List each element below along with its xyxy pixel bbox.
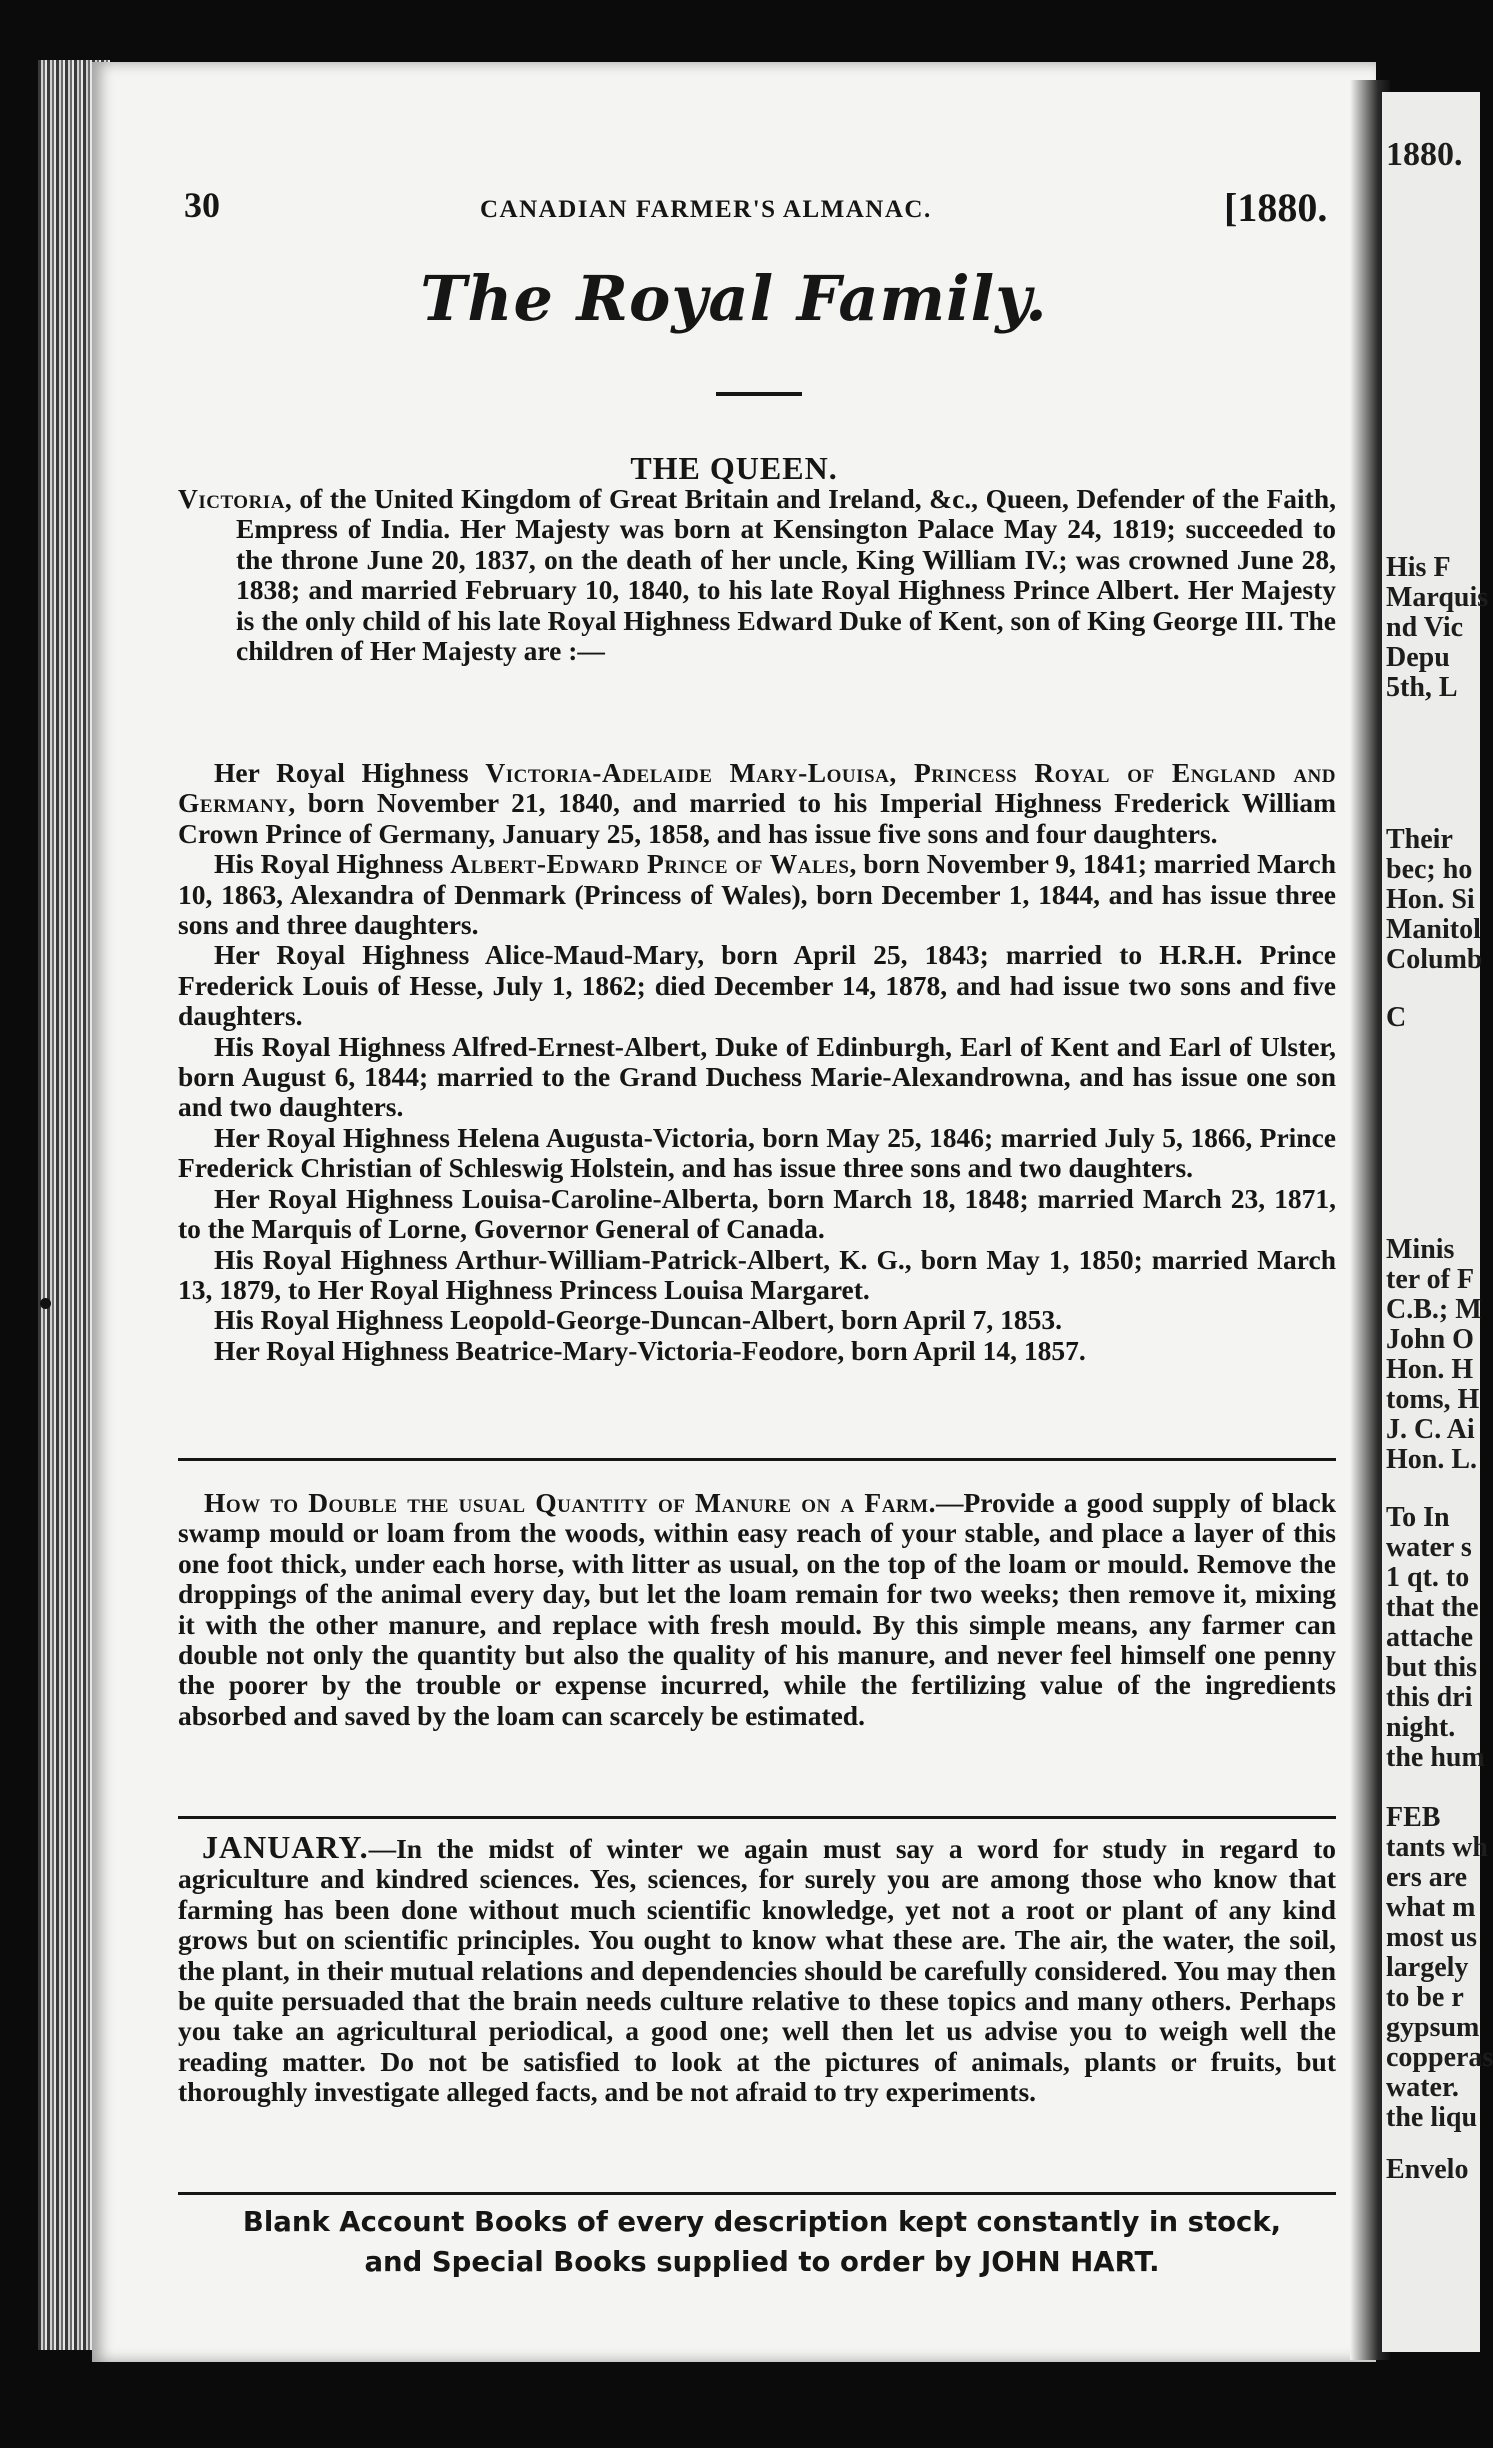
- adjacent-page-fragment: what m: [1386, 1892, 1476, 1923]
- child-entry: [178, 1032, 1336, 1123]
- adjacent-page-fragment: bec; ho: [1386, 854, 1473, 885]
- child-entry: [178, 1336, 1336, 1366]
- adjacent-page-fragment: water.: [1386, 2072, 1459, 2103]
- adjacent-page-fragment: Marquis: [1386, 582, 1489, 613]
- adjacent-page-fragment: Hon. H: [1386, 1354, 1474, 1385]
- child-text: His Royal Highness Arthur-William-Patrick-Albert, K. G., born May 1, 1850; married March 13, 1879, to Her Royal Highness Princess Louisa Margaret.: [178, 1243, 1336, 1305]
- january-heading: JANUARY.: [202, 1829, 369, 1865]
- adjacent-page-fragment: attache: [1386, 1622, 1474, 1653]
- adjacent-page-fragment: to be r: [1386, 1982, 1464, 2013]
- almanac-page: [92, 62, 1376, 2362]
- child-title: Albert-Edward Prince of Wales: [450, 848, 850, 880]
- manure-article: [178, 1488, 1336, 1731]
- child-entry: [178, 1184, 1336, 1245]
- adjacent-page-fragment: C.B.; M: [1386, 1294, 1482, 1325]
- adjacent-page-year: 1880.: [1386, 136, 1463, 173]
- adjacent-page-fragment: Envelo: [1386, 2154, 1469, 2185]
- adjacent-page-fragment: toms, H: [1386, 1384, 1480, 1415]
- running-title: CANADIAN FARMER'S ALMANAC.: [480, 196, 932, 223]
- adjacent-page-fragment: Hon. L.: [1386, 1444, 1478, 1475]
- child-text: Her Royal Highness: [214, 757, 486, 788]
- adjacent-page-fragment: J. C. Ai: [1386, 1414, 1475, 1445]
- child-entry: [178, 940, 1336, 1031]
- manure-text: —Provide a good supply of black swamp mould or loam from the woods, within easy reach of your stable, and place a layer of this one foot thick, under each horse, with litter as usual, on the top of the loam or mould. Remove the droppings of the animal every day, but let the loam remain for two weeks; then remove it, mixing it with the other manure, and replace with fresh mould. By this simple means, any farmer can double not only the quantity but also the quality of his manure, and never feel himself one penny the poorer by the trouble or expense incurred, while the fertilizing value of the ingredients absorbed and saved by the loam can scarcely be estimated.: [178, 1487, 1336, 1731]
- adjacent-page-fragment: ers are: [1386, 1862, 1468, 1893]
- child-title: Victoria-Adelaide Mary-Louisa, Princess Royal of England and Germany: [178, 757, 1336, 819]
- margin-bullet: [40, 1298, 51, 1309]
- adjacent-page-fragment: To In: [1386, 1502, 1450, 1533]
- adjacent-page-fragment: 1 qt. to: [1386, 1562, 1470, 1593]
- adjacent-page-fragment: the hum: [1386, 1742, 1485, 1773]
- adjacent-page-fragment: nd Vic: [1386, 612, 1464, 643]
- child-text: , born November 9, 1841; married March 10, 1863, Alexandra of Denmark (Princess of Wales), born December 1, 1844, and has issue three sons and three daughters.: [178, 848, 1336, 941]
- child-text: His Royal Highness Alfred-Ernest-Albert, Duke of Edinburgh, Earl of Kent and Earl of Ulster, born August 6, 1844; married to the Grand Duchess Marie-Alexandrowna, and has issue one son and two daughters.: [178, 1030, 1336, 1123]
- adjacent-page-fragment: most us: [1386, 1922, 1478, 1953]
- year-label: [1880.: [1224, 185, 1328, 230]
- manure-heading: How to Double the usual Quantity of Manure on a Farm.: [204, 1487, 936, 1518]
- adjacent-page-fragment: Columb: [1386, 944, 1483, 975]
- adjacent-page-fragment: night.: [1386, 1712, 1456, 1743]
- page-number: 30: [184, 185, 220, 225]
- child-entry: [178, 849, 1336, 940]
- adjacent-page-fragment: largely: [1386, 1952, 1469, 1983]
- child-text: , born November 21, 1840, and married to his Imperial Highness Frederick William Crown Prince of Germany, January 25, 1858, and has issue five sons and four daughters.: [178, 787, 1336, 849]
- adjacent-page-fragment: C: [1386, 1002, 1407, 1033]
- children-list: [178, 758, 1336, 1366]
- advert-line-2: and Special Books supplied to order by JOHN HART.: [364, 2246, 1160, 2278]
- queen-name: Victoria: [178, 483, 285, 514]
- page-title: The Royal Family.: [420, 262, 1048, 335]
- adjacent-page-fragment: water s: [1386, 1532, 1472, 1563]
- child-text: Her Royal Highness Beatrice-Mary-Victoria-Feodore, born April 14, 1857.: [214, 1334, 1086, 1366]
- adjacent-page-fragment: the liqu: [1386, 2102, 1478, 2133]
- adjacent-page-fragment: ter of F: [1386, 1264, 1475, 1295]
- adjacent-page-fragment: Manitol: [1386, 914, 1481, 945]
- january-text: —In the midst of winter we again must say a word for study in regard to agriculture and kindred sciences. Yes, sciences, for surely you are among those who know that farming has been done without much scientific knowledge, yet not a root or plant of any kind grows but on scientific principles. You ought to know what these are. The air, the water, the soil, the plant, in their mutual relations and dependencies should be carefully considered. You may then be quite persuaded that the brain needs culture relative to these topics and many others. Perhaps you take an agricultural periodical, a good one; well then let us advise you to weigh well the reading matter. Do not be satisfied to look at the pictures of animals, plants or fruits, but thoroughly investigate alleged facts, and be not afraid to try experiments.: [178, 1833, 1336, 2108]
- child-entry: [178, 1245, 1336, 1306]
- adjacent-page-fragment: gypsum: [1386, 2012, 1480, 2043]
- adjacent-page-fragment: FEB: [1386, 1802, 1441, 1833]
- child-entry: [178, 1305, 1336, 1335]
- adjacent-page-fragment: His F: [1386, 552, 1451, 583]
- section-divider: [178, 2192, 1336, 2195]
- adjacent-page-fragment: Hon. Si: [1386, 884, 1475, 915]
- child-text: His Royal Highness Leopold-George-Duncan-Albert, born April 7, 1853.: [214, 1304, 1062, 1336]
- adjacent-page-fragment: Minis: [1386, 1234, 1455, 1265]
- advertisement: [172, 2202, 1352, 2282]
- advert-line-1: Blank Account Books of every description kept constantly in stock,: [242, 2206, 1282, 2238]
- adjacent-page-fragment: copperas: [1386, 2042, 1493, 2073]
- adjacent-page-fragment: but this: [1386, 1652, 1478, 1683]
- child-text: Her Royal Highness Helena Augusta-Victoria, born May 25, 1846; married July 5, 1866, Prince Frederick Christian of Schleswig Holstein, and has issue three sons and two daughters.: [178, 1121, 1336, 1184]
- queen-paragraph: [178, 484, 1336, 666]
- adjacent-page-fragment: Depu: [1386, 642, 1450, 673]
- child-text: His Royal Highness: [214, 848, 451, 880]
- adjacent-page-fragment: John O: [1386, 1324, 1474, 1355]
- adjacent-page-fragment: 5th, L: [1386, 672, 1458, 703]
- adjacent-page: [1382, 92, 1493, 2352]
- section-heading: THE QUEEN.: [630, 450, 838, 486]
- queen-text: , of the United Kingdom of Great Britain and Ireland, &c., Queen, Defender of the Faith, Empress of India. Her Majesty was born at Kensington Palace May 24, 1819; succeeded to the throne June 20, 1837, on the death of her uncle, King William IV.; was crowned June 28, 1838; and married February 10, 1840, to his late Royal Highness Prince Albert. Her Majesty is the only child of his late Royal Highness Edward Duke of Kent, son of King George III. The children of Her Majesty are :—: [236, 483, 1336, 667]
- adjacent-page-fragment: tants wh: [1386, 1832, 1488, 1863]
- title-rule: [716, 392, 802, 396]
- section-divider: [178, 1816, 1336, 1819]
- child-entry: [178, 758, 1336, 849]
- child-text: Her Royal Highness Louisa-Caroline-Alberta, born March 18, 1848; married March 23, 1871, to the Marquis of Lorne, Governor General of Canada.: [178, 1182, 1336, 1245]
- section-divider: [178, 1458, 1336, 1461]
- january-article: [178, 1829, 1336, 2108]
- adjacent-page-fragment: this dri: [1386, 1682, 1473, 1713]
- adjacent-page-fragment: that the: [1386, 1592, 1479, 1623]
- child-text: Her Royal Highness Alice-Maud-Mary, born April 25, 1843; married to H.R.H. Prince Frederick Louis of Hesse, July 1, 1862; died December 14, 1878, and had issue two sons and five daughters.: [178, 939, 1336, 1032]
- child-entry: [178, 1123, 1336, 1184]
- adjacent-page-fragment: Their: [1386, 824, 1453, 855]
